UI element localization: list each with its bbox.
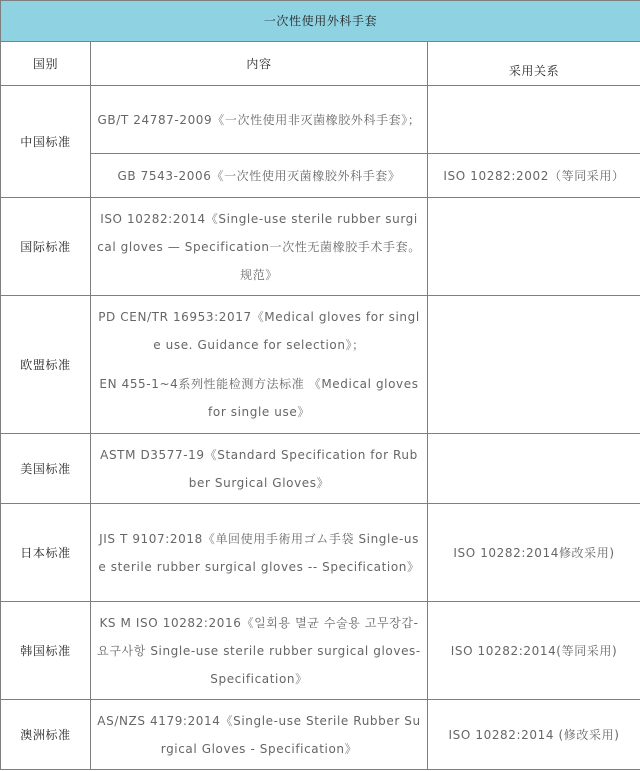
- header-relation: 采用关系: [428, 42, 640, 86]
- table-row: [1, 198, 640, 296]
- region-cell: 国际标准: [1, 198, 91, 296]
- table-row: [1, 296, 640, 434]
- region-cell: 澳洲标准: [1, 700, 91, 770]
- region-cell: 欧盟标准: [1, 296, 91, 434]
- content-cell: [91, 86, 428, 154]
- table-row: [1, 504, 640, 602]
- content-cell: [91, 504, 428, 602]
- content-cell: [91, 602, 428, 700]
- header-region: 国别: [1, 42, 91, 86]
- standard-text: ASTM D3577-19《Standard Specification for Rubber Surgical Gloves》: [100, 447, 418, 490]
- relation-cell: ISO 10282:2014修改采用): [428, 504, 640, 602]
- title-row: [1, 1, 640, 42]
- relation-cell: [428, 434, 640, 504]
- table-body: [1, 42, 640, 770]
- table-row: [1, 434, 640, 504]
- table-row: [1, 700, 640, 770]
- standard-text: KS M ISO 10282:2016《일회용 멸균 수술용 고무장갑- 요구사항 Single-use sterile rubber surgical gloves- Specification》: [97, 615, 421, 686]
- header-content: 内容: [91, 42, 428, 86]
- relation-cell: [428, 86, 640, 154]
- relation-cell: [428, 296, 640, 434]
- content-cell: [91, 154, 428, 198]
- standard-text: JIS T 9107:2018《单回使用手術用ゴム手袋 Single-use sterile rubber surgical gloves -- Specification》: [98, 531, 420, 574]
- region-cell: 日本标准: [1, 504, 91, 602]
- standard-text: GB/T 24787-2009《一次性使用非灭菌橡胶外科手套》；: [97, 112, 421, 127]
- content-cell: [91, 434, 428, 504]
- table-row: [1, 602, 640, 700]
- table-row: [1, 154, 640, 198]
- table-row: [1, 86, 640, 154]
- region-cell: 美国标准: [1, 434, 91, 504]
- standard-text: PD CEN/TR 16953:2017《Medical gloves for single use. Guidance for selection》；: [98, 310, 420, 352]
- header-row: [1, 42, 640, 86]
- relation-cell: ISO 10282:2002（等同采用）: [428, 154, 640, 198]
- region-cell: 中国标准: [1, 86, 91, 198]
- standard-text: GB 7543-2006《一次性使用灭菌橡胶外科手套》: [117, 168, 401, 183]
- standard-text: AS/NZS 4179:2014《Single-use Sterile Rubber Surgical Gloves - Specification》: [97, 713, 421, 756]
- relation-cell: ISO 10282:2014 (修改采用): [428, 700, 640, 770]
- standard-text: ISO 10282:2014《Single-use sterile rubber surgical gloves — Specification一次性无菌橡胶手术手套。规范》: [97, 211, 421, 282]
- region-cell: 韩国标准: [1, 602, 91, 700]
- content-cell: [91, 296, 428, 434]
- relation-cell: ISO 10282:2014(等同采用): [428, 602, 640, 700]
- content-cell: [91, 198, 428, 296]
- content-cell: [91, 700, 428, 770]
- standard-text: EN 455-1~4系列性能检测方法标准 《Medical gloves for single use》: [99, 377, 419, 419]
- table-title: 一次性使用外科手套: [1, 1, 640, 42]
- relation-cell: [428, 198, 640, 296]
